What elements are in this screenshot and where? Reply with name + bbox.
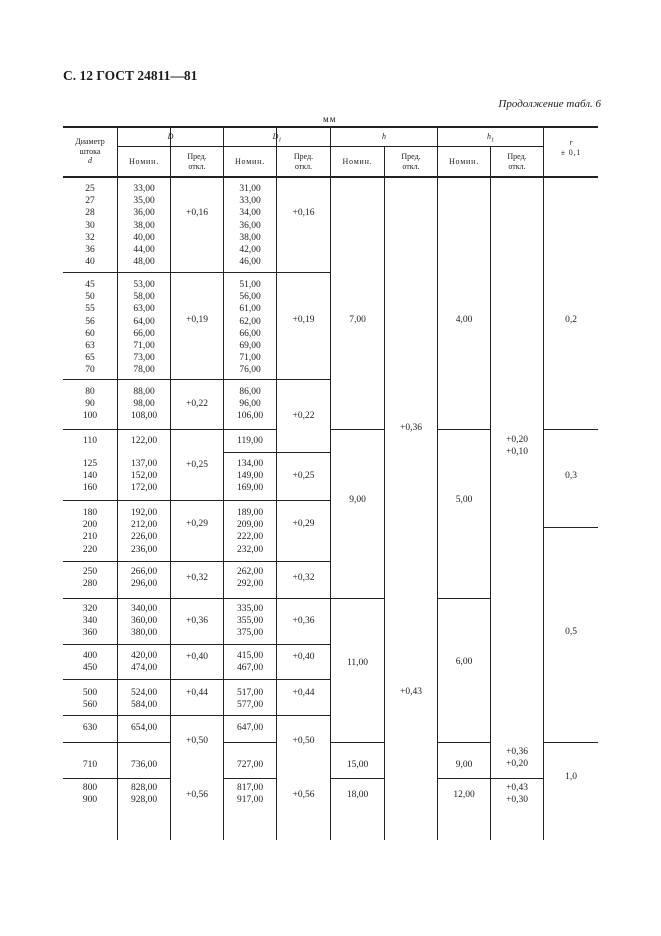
table-cell: 0,3 (565, 471, 577, 481)
col-D-header: D (167, 132, 174, 141)
table-cell: 630 (82, 723, 98, 733)
table-cell: 415,00 467,00 (236, 651, 264, 674)
table-cell: 647,00 (236, 723, 264, 733)
table-cell: +0,20 +0,10 (506, 435, 528, 458)
table-cell: 4,00 (455, 315, 473, 325)
table-cell: +0,40 (186, 652, 208, 662)
sub-header-nom: Номин. (342, 157, 373, 166)
table-cell: +0,36 (186, 616, 208, 626)
header-sub-rule (118, 146, 544, 147)
table-cell: +0,22 (186, 399, 208, 409)
table-cell: +0,44 (292, 688, 315, 698)
table-cell: 137,00 152,00 172,00 (130, 459, 158, 494)
col-h1-header: $h_1$ (487, 132, 494, 144)
table-cell: +0,36 (292, 616, 315, 626)
table-cell: 500 560 (82, 688, 98, 711)
sub-header-pred: Пред. откл. (401, 152, 421, 171)
table-cell: 51,00 56,00 61,00 62,00 66,00 69,00 71,00 76,00 (239, 280, 261, 376)
sub-header-nom: Номин. (128, 157, 160, 166)
table-cell: 9,00 (349, 495, 366, 505)
table-cell: 320 340 360 (82, 604, 98, 639)
sub-header-nom: Номин. (448, 157, 480, 166)
table-cell: 0,2 (565, 315, 577, 325)
table-cell: 15,00 (346, 760, 369, 770)
col-h-header: h (382, 132, 386, 141)
sub-header-pred: Пред. откл. (507, 152, 527, 171)
sub-header-pred: Пред. откл. (293, 152, 314, 171)
table-cell: 420,00 474,00 (130, 651, 158, 674)
table-cell: 517,00 577,00 (236, 688, 264, 711)
table-cell: 122,00 (130, 436, 158, 446)
table-cell: 125 140 160 (82, 459, 98, 494)
table-cell: 400 450 (82, 651, 98, 674)
table-cell: 180 200 210 220 (82, 508, 98, 555)
table-cell: +0,29 (292, 519, 315, 529)
table-cell: 710 (82, 760, 98, 770)
table-cell: +0,32 (292, 573, 315, 583)
table-cell: 7,00 (349, 315, 366, 325)
table-cell: 12,00 (453, 790, 475, 800)
table-cell: 45 50 55 56 60 63 65 70 (85, 280, 95, 376)
table-cell: 654,00 (130, 723, 158, 733)
table-cell: 817,00 917,00 (236, 783, 264, 806)
table-cell: 340,00 360,00 380,00 (130, 604, 158, 639)
table-cell: +0,50 (186, 736, 208, 746)
table-cell: 5,00 (455, 495, 473, 505)
table-cell: 18,00 (346, 790, 369, 800)
table-cell: 727,00 (236, 760, 264, 770)
table-cell: 86,00 96,00 106,00 (236, 387, 264, 422)
table-cell: +0,56 (292, 790, 315, 800)
table-cell: 0,5 (565, 627, 577, 637)
table-cell: 134,00 149,00 169,00 (236, 459, 264, 494)
table-cell: 736,00 (130, 760, 158, 770)
table-cell: 266,00 296,00 (130, 567, 158, 590)
continuation-label: Продолжение табл. 6 (498, 98, 601, 110)
table-cell: +0,19 (292, 315, 315, 325)
table-cell: 9,00 (455, 760, 473, 770)
table-cell: +0,19 (186, 315, 208, 325)
col-r-header: r ± 0,1 (560, 138, 582, 157)
sub-header-nom: Номин. (234, 157, 266, 166)
table-cell: +0,32 (186, 573, 208, 583)
units-label: мм (323, 114, 337, 124)
table-cell: 80 90 100 (82, 387, 98, 422)
table-cell: 262,00 292,00 (236, 567, 264, 590)
table-cell: 33,00 35,00 36,00 38,00 40,00 44,00 48,00 (133, 184, 155, 268)
table-cell: 53,00 58,00 63,00 64,00 66,00 71,00 73,00 78,00 (133, 280, 155, 376)
page-label: С. 12 ГОСТ 24811—81 (63, 68, 198, 83)
table-cell: +0,40 (292, 652, 315, 662)
sub-header-pred: Пред. откл. (187, 152, 207, 171)
table-cell: +0,44 (186, 688, 208, 698)
table-cell: 189,00 209,00 222,00 232,00 (236, 508, 264, 555)
table-cell: +0,16 (186, 208, 208, 218)
table-cell: +0,25 (292, 471, 315, 481)
table-cell: 524,00 584,00 (130, 688, 158, 711)
table-cell: +0,22 (292, 411, 315, 421)
table-cell: +0,50 (292, 736, 315, 746)
col-d-header: Диаметр штока d (75, 137, 105, 165)
table-cell: 11,00 (346, 658, 369, 668)
table-cell: 6,00 (455, 657, 473, 667)
table-cell: 1,0 (565, 772, 577, 782)
table-cell: +0,43 +0,30 (506, 783, 528, 806)
table-cell: 25 27 28 30 32 36 40 (85, 184, 95, 268)
table-cell: 335,00 355,00 375,00 (236, 604, 264, 639)
table-cell: +0,43 (400, 687, 422, 697)
table-cell: +0,56 (186, 790, 208, 800)
table-cell: +0,36 +0,20 (506, 747, 528, 770)
table-cell: +0,16 (292, 208, 315, 218)
table-cell: +0,29 (186, 519, 208, 529)
table-cell: +0,25 (186, 460, 208, 470)
table-cell: 88,00 98,00 108,00 (130, 387, 158, 422)
table-cell: 31,00 33,00 34,00 36,00 38,00 42,00 46,00 (239, 184, 261, 268)
table-cell: 119,00 (237, 436, 263, 446)
col-D1-header: $D_1$ (272, 132, 282, 144)
table-cell: 110 (83, 436, 97, 446)
table-cell: 192,00 212,00 226,00 236,00 (130, 508, 158, 555)
table-cell: 800 900 (82, 783, 98, 806)
table-cell: 250 280 (82, 567, 98, 590)
table-cell: +0,36 (400, 423, 422, 433)
table-cell: 828,00 928,00 (130, 783, 158, 806)
